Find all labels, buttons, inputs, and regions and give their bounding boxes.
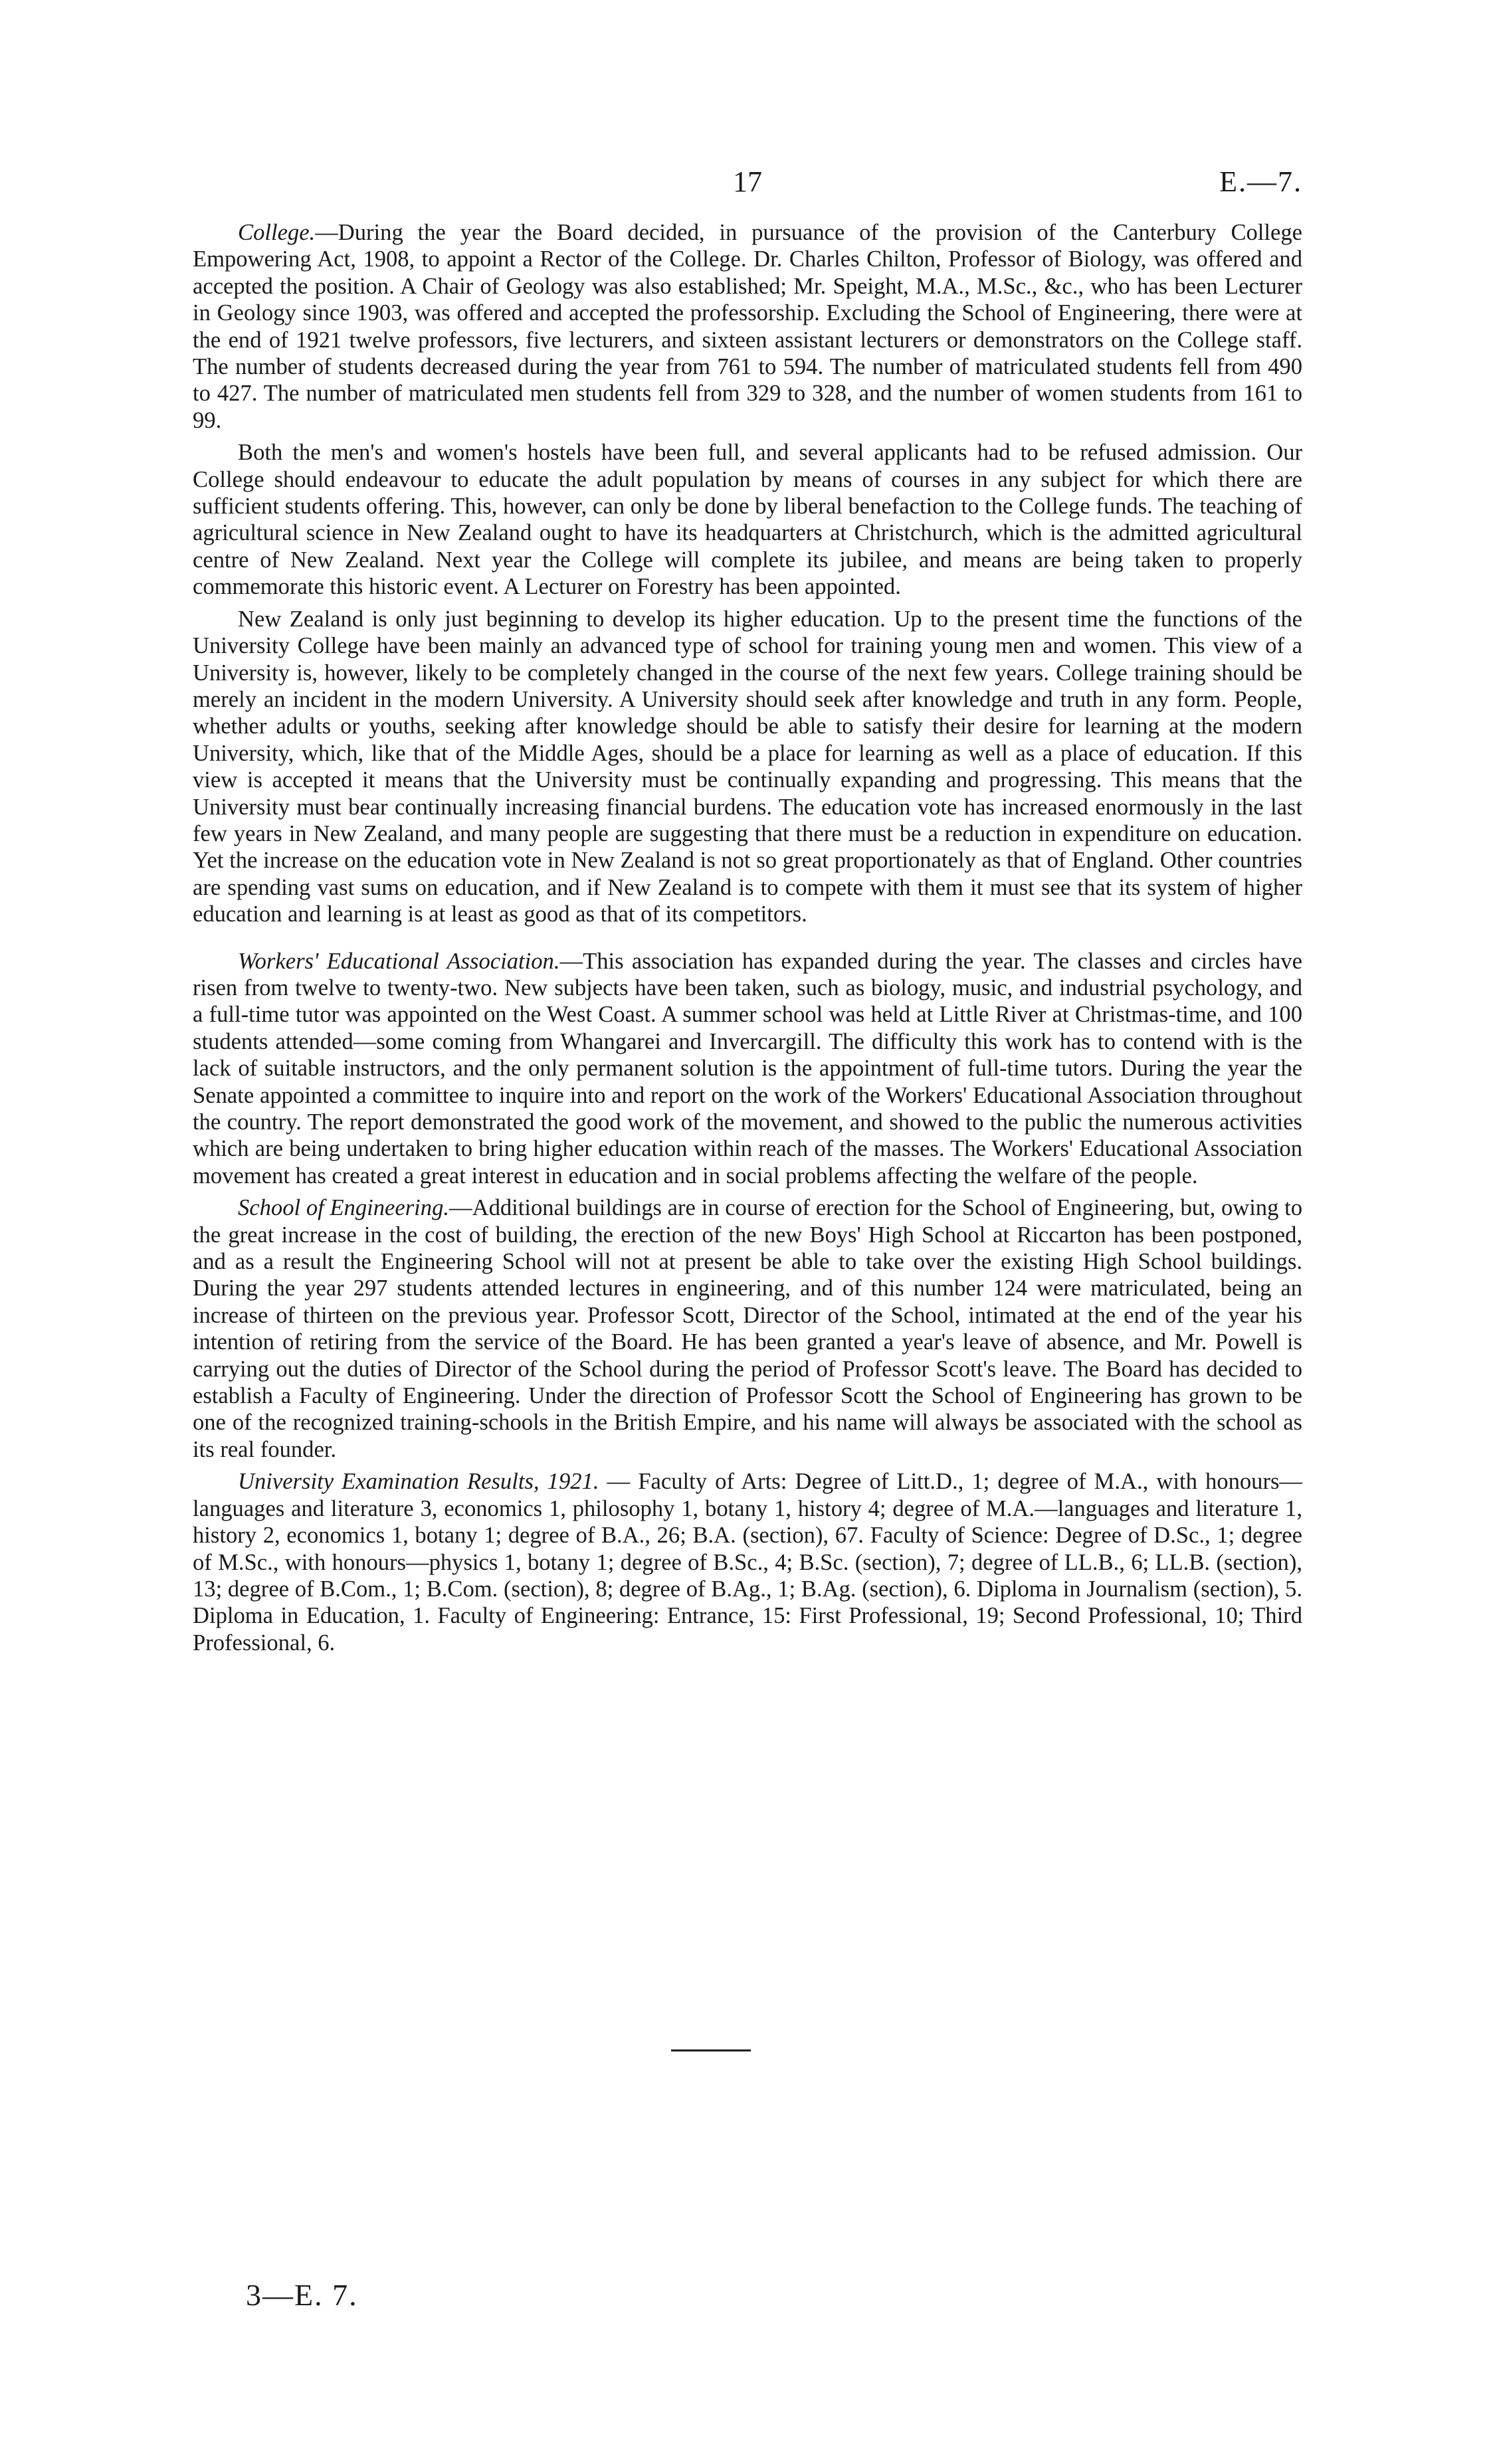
paragraph-hostels <box>193 439 1302 600</box>
paragraph-lead-in: School of Engineering. <box>238 1195 450 1221</box>
paragraph-school-of-engineering <box>193 1194 1302 1463</box>
paragraph-lead-in: Workers' Educational Association. <box>238 948 560 974</box>
document-code: E.—7. <box>1219 165 1302 198</box>
paragraph-text: Both the men's and women's hostels have been full, and several applicants had to be refused admission. Our College should endeavour to educate the adult population by means of courses in any subject for which there are sufficient students offering. This, however, can only be done by liberal benefaction to the College funds. The teaching of agricultural science in New Zealand ought to have its headquarters at Christchurch, which is the admitted agricultural centre of New Zealand. Next year the College will complete its jubilee, and means are being taken to properly commemorate this historic event. A Lecturer on Forestry has been appointed. <box>193 440 1302 600</box>
signature-code: 3—E. 7. <box>246 2278 358 2312</box>
paragraph-text: —During the year the Board decided, in pursuance of the provision of the Canterbury College Empowering Act, 1908, to appoint a Rector of the College. Dr. Charles Chilton, Professor of Biology, was offered and accepted the position. A Chair of Geology was also established; Mr. Speight, M.A., M.Sc., &c., who has been Lecturer in Geology since 1903, was offered and accepted the professorship. Excluding the School of Engineering, there were at the end of 1921 twelve professors, five lecturers, and sixteen assistant lecturers or demonstrators on the College staff. The number of students decreased during the year from 761 to 594. The number of matriculated students fell from 490 to 427. The number of matriculated men students fell from 329 to 328, and the number of women students from 161 to 99. <box>193 220 1302 433</box>
body-text <box>193 219 1302 1656</box>
paragraph-higher-education <box>193 606 1302 928</box>
paragraph-text: —This association has expanded during the year. The classes and circles have risen from twelve to twenty-two. New subjects have been taken, such as biology, music, and industrial psychology, and a full-time tutor was appointed on the West Coast. A summer school was held at Little River at Christmas-time, and 100 students attended—some coming from Whangarei and Invercargill. The difficulty this work has to contend with is the lack of suitable instructors, and the only permanent solution is the appointment of full-time tutors. During the year the Senate appointed a committee to inquire into and report on the work of the Workers' Educational Association throughout the country. The report demonstrated the good work of the movement, and showed to the public the numerous activities which are being undertaken to bring higher education within reach of the masses. The Workers' Educational Association movement has created a great interest in education and in social problems affecting the welfare of the people. <box>193 948 1302 1188</box>
paragraph-text: —Additional buildings are in course of erection for the School of Engineering, but, owing to the great increase in the cost of building, the erection of the new Boys' High School at Riccarton has been postponed, and as a result the Engineering School will not at present be able to take over the existing High School buildings. During the year 297 students attended lectures in engineering, and of this number 124 were matriculated, being an increase of thirteen on the previous year. Professor Scott, Director of the School, intimated at the end of the year his intention of retiring from the service of the Board. He has been granted a year's leave of absence, and Mr. Powell is carrying out the duties of Director of the School during the period of Professor Scott's leave. The Board has decided to establish a Faculty of Engineering. Under the direction of Professor Scott the School of Engineering has grown to be one of the recognized training-schools in the British Empire, and his name will always be associated with the school as its real founder. <box>193 1195 1302 1462</box>
page-header <box>193 165 1302 205</box>
paragraph-workers-educational-association <box>193 948 1302 1190</box>
paragraph-text: — Faculty of Arts: Degree of Litt.D., 1; degree of M.A., with honours—languages and literature 3, economics 1, philosophy 1, botany 1, history 4; degree of M.A.—languages and literature 1, history 2, economics 1, botany 1; degree of B.A., 26; B.A. (section), 67. Faculty of Science: Degree of D.Sc., 1; degree of M.Sc., with honours—physics 1, botany 1; degree of B.Sc., 4; B.Sc. (section), 7; degree of LL.B., 6; LL.B. (section), 13; degree of B.Com., 1; B.Com. (section), 8; degree of B.Ag., 1; B.Ag. (section), 6. Diploma in Journalism (section), 5. Diploma in Education, 1. Faculty of Engineering: Entrance, 15: First Professional, 19; Second Professional, 10; Third Professional, 6. <box>193 1469 1302 1656</box>
paragraph-lead-in: College. <box>238 220 316 245</box>
paragraph-college <box>193 219 1302 434</box>
paragraph-examination-results <box>193 1468 1302 1656</box>
section-divider <box>671 2049 751 2051</box>
page-number: 17 <box>733 165 762 198</box>
paragraph-lead-in: University Examination Results, 1921. <box>238 1469 599 1495</box>
paragraph-text: New Zealand is only just beginning to develop its higher education. Up to the present time the functions of the University College have been mainly an advanced type of school for training young men and women. This view of a University is, however, likely to be completely changed in the course of the next few years. College training should be merely an incident in the modern University. A University should seek after knowledge and truth in any form. People, whether adults or youths, seeking after knowledge should be able to satisfy their desire for learning at the modern University, which, like that of the Middle Ages, should be a place for learning as well as a place of education. If this view is accepted it means that the University must be continually expanding and progressing. This means that the University must bear continually increasing financial burdens. The education vote has increased enormously in the last few years in New Zealand, and many people are suggesting that there must be a reduction in expenditure on education. Yet the increase on the education vote in New Zealand is not so great proportionately as that of England. Other countries are spending vast sums on education, and if New Zealand is to compete with them it must see that its system of higher education and learning is at least as good as that of its competitors. <box>193 606 1302 927</box>
